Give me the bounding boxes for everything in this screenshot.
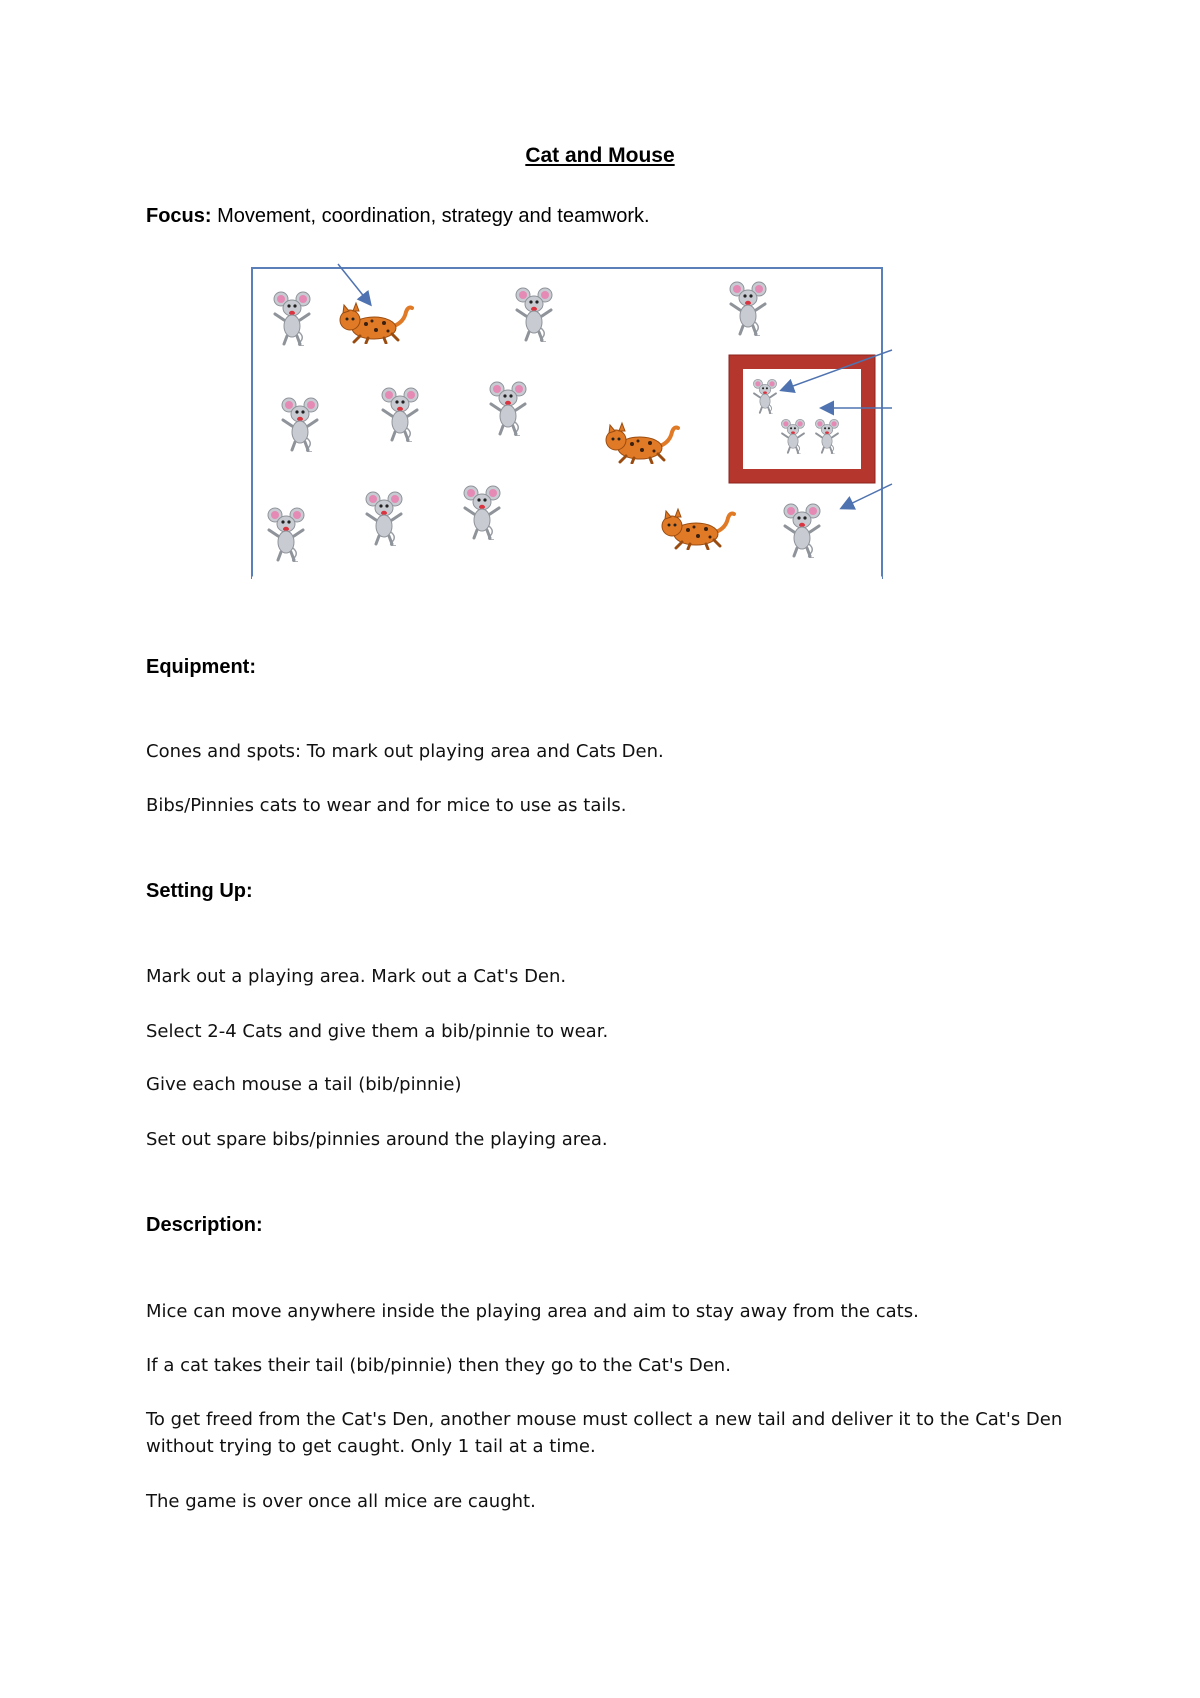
description-item: To get freed from the Cat's Den, another mouse must collect a new tail and deliver it to the Cat's Den without trying to get caught. Only 1 tail at a time. [146, 1409, 1063, 1457]
description-item: The game is over once all mice are caught. [146, 1491, 536, 1512]
equipment-item: Bibs/Pinnies cats to wear and for mice to use as tails. [146, 795, 627, 816]
equipment-heading: Equipment: [146, 656, 256, 678]
description-heading: Description: [146, 1214, 263, 1236]
setup-item: Select 2-4 Cats and give them a bib/pinnie to wear. [146, 1021, 609, 1042]
setup-heading: Setting Up: [146, 880, 253, 902]
description-item: Mice can move anywhere inside the playing area and aim to stay away from the cats. [146, 1301, 919, 1322]
setup-item: Set out spare bibs/pinnies around the playing area. [146, 1129, 608, 1150]
game-diagram [242, 256, 902, 582]
focus-text: Movement, coordination, strategy and teamwork. [211, 205, 650, 227]
setup-item: Give each mouse a tail (bib/pinnie) [146, 1074, 462, 1095]
setup-item: Mark out a playing area. Mark out a Cat's Den. [146, 966, 567, 987]
equipment-item: Cones and spots: To mark out playing area and Cats Den. [146, 741, 664, 762]
page-title: Cat and Mouse [525, 144, 675, 167]
focus-line [146, 205, 650, 228]
description-item: If a cat takes their tail (bib/pinnie) then they go to the Cat's Den. [146, 1355, 731, 1376]
focus-label: Focus: [146, 205, 212, 227]
